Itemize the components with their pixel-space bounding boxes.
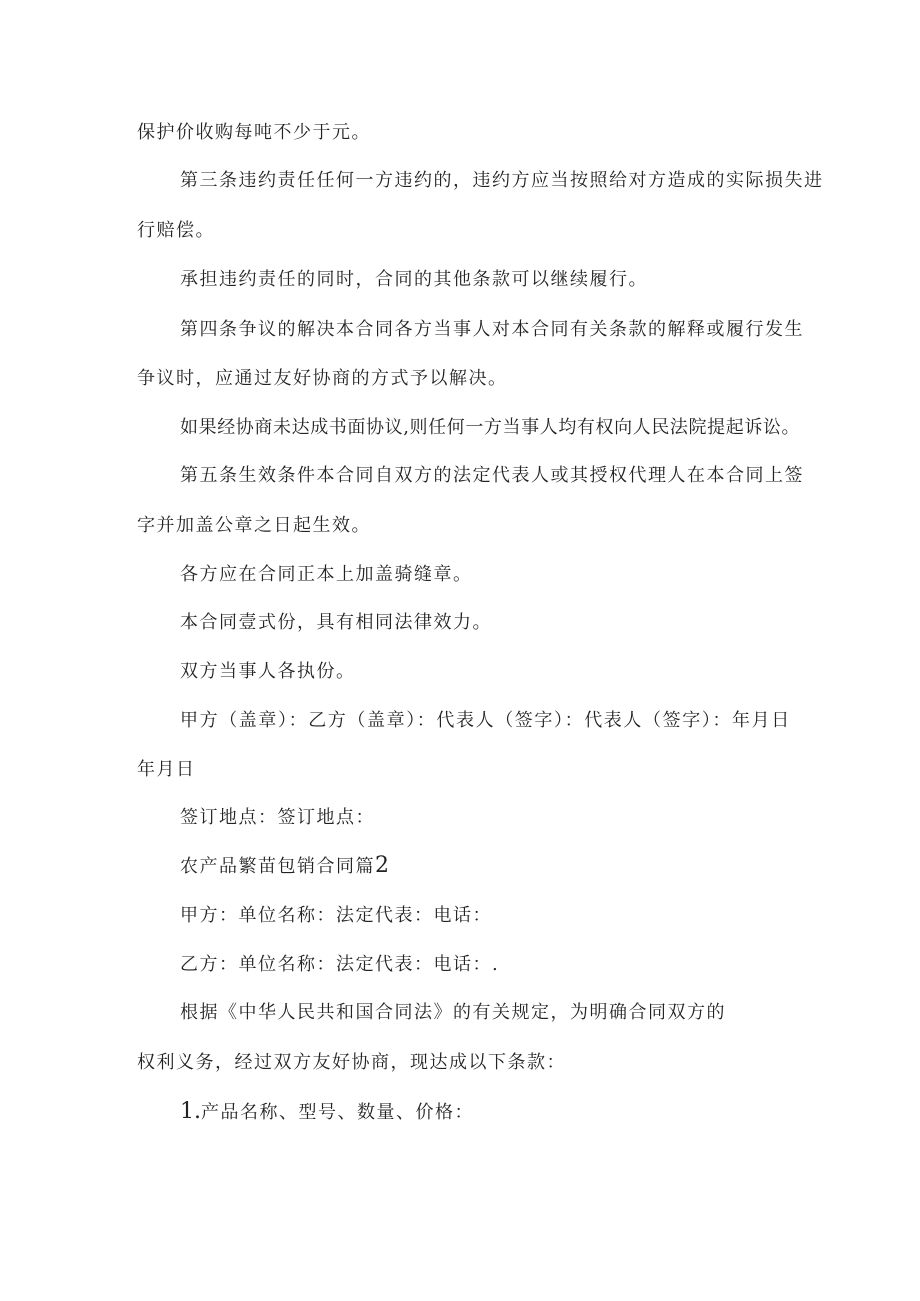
list-item [180,1101,474,1124]
paragraph-line: 字并加盖公章之日起生效。 [137,515,371,536]
paragraph-line: 根据《中华人民共和国合同法》的有关规定，为明确合同双方的 [180,1002,726,1023]
paragraph-line: 行赔偿。 [137,220,215,241]
paragraph-line: 如果经协商未达成书面协议,则任何一方当事人均有权向人民法院提起诉讼。 [180,417,801,438]
section-heading-number: 2 [375,853,389,878]
list-item-text: 产品名称、型号、数量、价格： [201,1102,474,1123]
paragraph-line: 争议时，应通过友好协商的方式予以解决。 [137,368,508,389]
party-a-line: 甲方：单位名称：法定代表：电话： [180,905,492,926]
section-heading-text: 农产品繁苗包销合同篇 [180,856,375,877]
signing-place-line: 签订地点：签订地点： [180,807,375,828]
paragraph-line: 双方当事人各执份。 [180,661,356,682]
paragraph-line: 第三条违约责任任何一方违约的，违约方应当按照给对方造成的实际损失进 [180,170,824,191]
paragraph-line: 权利义务，经过双方友好协商，现达成以下条款： [137,1052,566,1073]
paragraph-line: 本合同壹式份，具有相同法律效力。 [180,612,492,633]
paragraph-line: 保护价收购每吨不少于元。 [137,122,371,143]
party-b-line: 乙方：单位名称：法定代表：电话：. [180,954,500,975]
list-item-number: 1. [180,1099,201,1124]
paragraph-line: 第五条生效条件本合同自双方的法定代表人或其授权代理人在本合同上签 [180,465,804,486]
section-heading [180,855,389,878]
paragraph-line: 第四条争议的解决本合同各方当事人对本合同有关条款的解释或履行发生 [180,319,804,340]
signature-date-line: 年月日 [137,759,196,780]
signature-block-line: 甲方（盖章）：乙方（盖章）：代表人（签字）：代表人（签字）：年月日 [180,710,791,731]
paragraph-line: 各方应在合同正本上加盖骑缝章。 [180,564,473,585]
paragraph-line: 承担违约责任的同时，合同的其他条款可以继续履行。 [180,269,648,290]
